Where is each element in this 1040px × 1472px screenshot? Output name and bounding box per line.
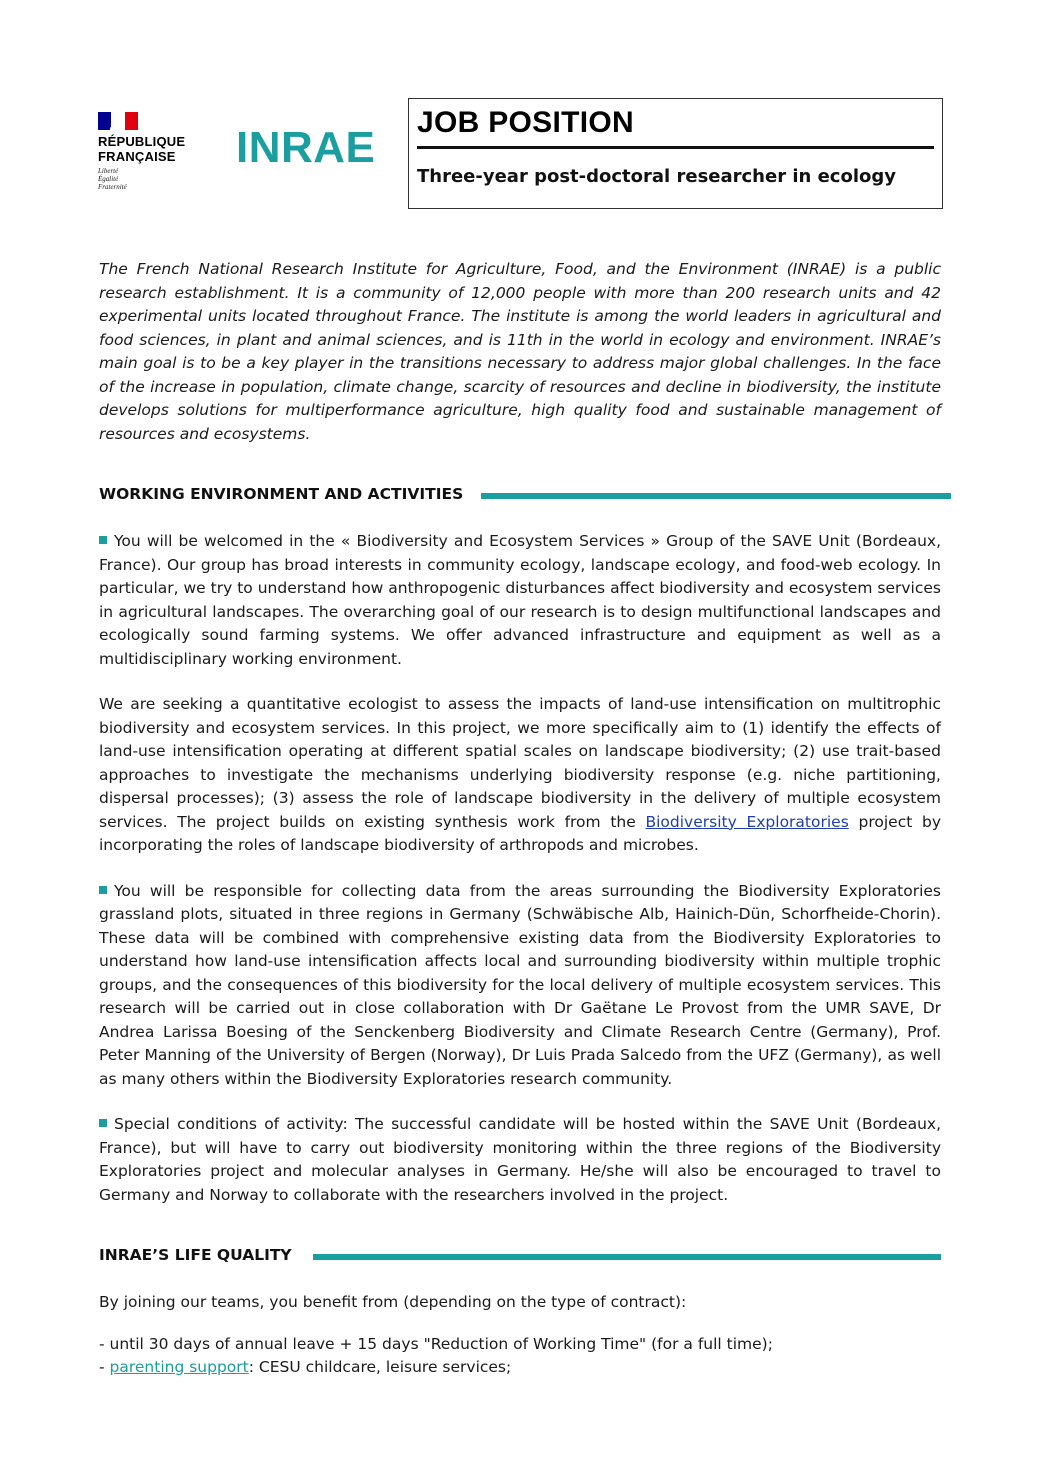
- working-paragraph-2: [99, 693, 941, 858]
- square-bullet-icon: [99, 886, 107, 894]
- working-paragraph-1: [99, 530, 941, 671]
- republic-name-line2: FRANÇAISE: [98, 149, 176, 164]
- parenting-support-link[interactable]: parenting support: [109, 1358, 249, 1376]
- biodiversity-exploratories-link[interactable]: Biodiversity Exploratories: [645, 812, 849, 831]
- marianne-flag-icon: [98, 112, 138, 130]
- job-subtitle: Three-year post-doctoral researcher in ecology: [417, 166, 896, 187]
- job-position-box: [408, 98, 943, 209]
- motto-liberte: Liberté: [98, 167, 119, 175]
- republic-name-line1: RÉPUBLIQUE: [98, 134, 186, 149]
- republic-motto: [98, 167, 208, 191]
- working-paragraph-4: [99, 1113, 941, 1207]
- working-paragraph-3: [99, 880, 941, 1092]
- job-title-rule: [417, 146, 934, 149]
- job-title: JOB POSITION: [417, 106, 634, 139]
- motto-fraternite: Fraternité: [98, 183, 127, 191]
- benefit-item-parenting-text: : CESU childcare, leisure services;: [248, 1358, 512, 1376]
- republique-francaise-logo: [98, 112, 208, 191]
- document-body: [99, 258, 941, 1380]
- working-paragraph-2-tail: project by incorporating the roles of landscape biodiversity of arthropods and microbes.: [99, 812, 942, 854]
- working-paragraph-4-text: Special conditions of activity: The successful candidate will be hosted within the SAVE Unit (Bordeaux, France), but will have to carry out biodiversity monitoring within the three regions of the Biodiversity Exploratories project and molecular analyses in Germany. He/she will also be encouraged to travel to Germany and Norway to collaborate with the researchers involved in the project.: [99, 1115, 941, 1204]
- square-bullet-icon: [99, 536, 107, 544]
- motto-egalite: Égalité: [98, 175, 119, 183]
- benefit-item-prefix: -: [99, 1358, 110, 1376]
- life-quality-intro: By joining our teams, you benefit from (depending on the type of contract):: [99, 1293, 687, 1311]
- intro-paragraph: The French National Research Institute for Agriculture, Food, and the Environment (INRAE) is a public research establishment. It is a community of 12,000 people with more than 200 research units and 42 experimental units located throughout France. The institute is among the world leaders in agricultural and food sciences, in plant and animal sciences, and is 11th in the world in ecology and environment. INRAE’s main goal is to be a key player in the transitions necessary to address major global challenges. In the face of the increase in population, climate change, scarcity of resources and decline in biodiversity, the institute develops solutions for multiperformance agriculture, high quality food and sustainable management of resources and ecosystems.: [99, 260, 941, 443]
- section-life-quality-header: [99, 1243, 941, 1267]
- section-divider-bar: [481, 493, 951, 499]
- section-working-environment-header: [99, 482, 941, 506]
- section-divider-bar: [313, 1254, 941, 1260]
- inrae-logo: [236, 122, 384, 168]
- page-header: [0, 0, 1040, 220]
- section-title-working: WORKING ENVIRONMENT AND ACTIVITIES: [99, 482, 473, 506]
- inrae-logo-text: INRAE: [236, 123, 376, 168]
- section-title-life-quality: INRAE’S LIFE QUALITY: [99, 1243, 302, 1267]
- benefit-item-parenting: [99, 1356, 941, 1380]
- working-paragraph-2-text: We are seeking a quantitative ecologist to assess the impacts of land-use intensification on multitrophic biodiversity and ecosystem services. In this project, we more specifically aim to (1) identify the effects of land-use intensification operating at different spatial scales on landscape biodiversity; (2) use trait-based approaches to investigate the mechanisms underlying biodiversity response (e.g. niche partitioning, dispersal processes); (3) assess the role of landscape biodiversity in the delivery of multiple ecosystem services. The project builds on existing synthesis work from the: [99, 695, 941, 831]
- working-paragraph-3-text: You will be responsible for collecting data from the areas surrounding the Biodiversity Exploratories grassland plots, situated in three regions in Germany (Schwäbische Alb, Hainich-Dün, Schorfheide-Chorin). These data will be combined with comprehensive existing data from the Biodiversity Exploratories to understand how land-use intensification affects local and surrounding biodiversity within multiple trophic groups, and the consequences of this biodiversity for the local delivery of multiple ecosystem services. This research will be carried out in close collaboration with Dr Gaëtane Le Provost from the UMR SAVE, Dr Andrea Larissa Boesing of the Senckenberg Biodiversity and Climate Research Centre (Germany), Prof. Peter Manning of the University of Bergen (Norway), Dr Luis Prada Salcedo from the UFZ (Germany), as well as many others within the Biodiversity Exploratories research community.: [99, 881, 941, 1088]
- benefit-item-leave: - until 30 days of annual leave + 15 days "Reduction of Working Time" (for a full time);: [99, 1334, 773, 1353]
- square-bullet-icon: [99, 1119, 107, 1127]
- working-paragraph-1-text: You will be welcomed in the « Biodiversity and Ecosystem Services » Group of the SAVE Unit (Bordeaux, France). Our group has broad interests in community ecology, landscape ecology, and food-web ecology. In particular, we try to understand how anthropogenic disturbances affect biodiversity and ecosystem services in agricultural landscapes. The overarching goal of our research is to design multifunctional landscapes and ecologically sound farming systems. We offer advanced infrastructure and equipment as well as a multidisciplinary working environment.: [99, 532, 941, 668]
